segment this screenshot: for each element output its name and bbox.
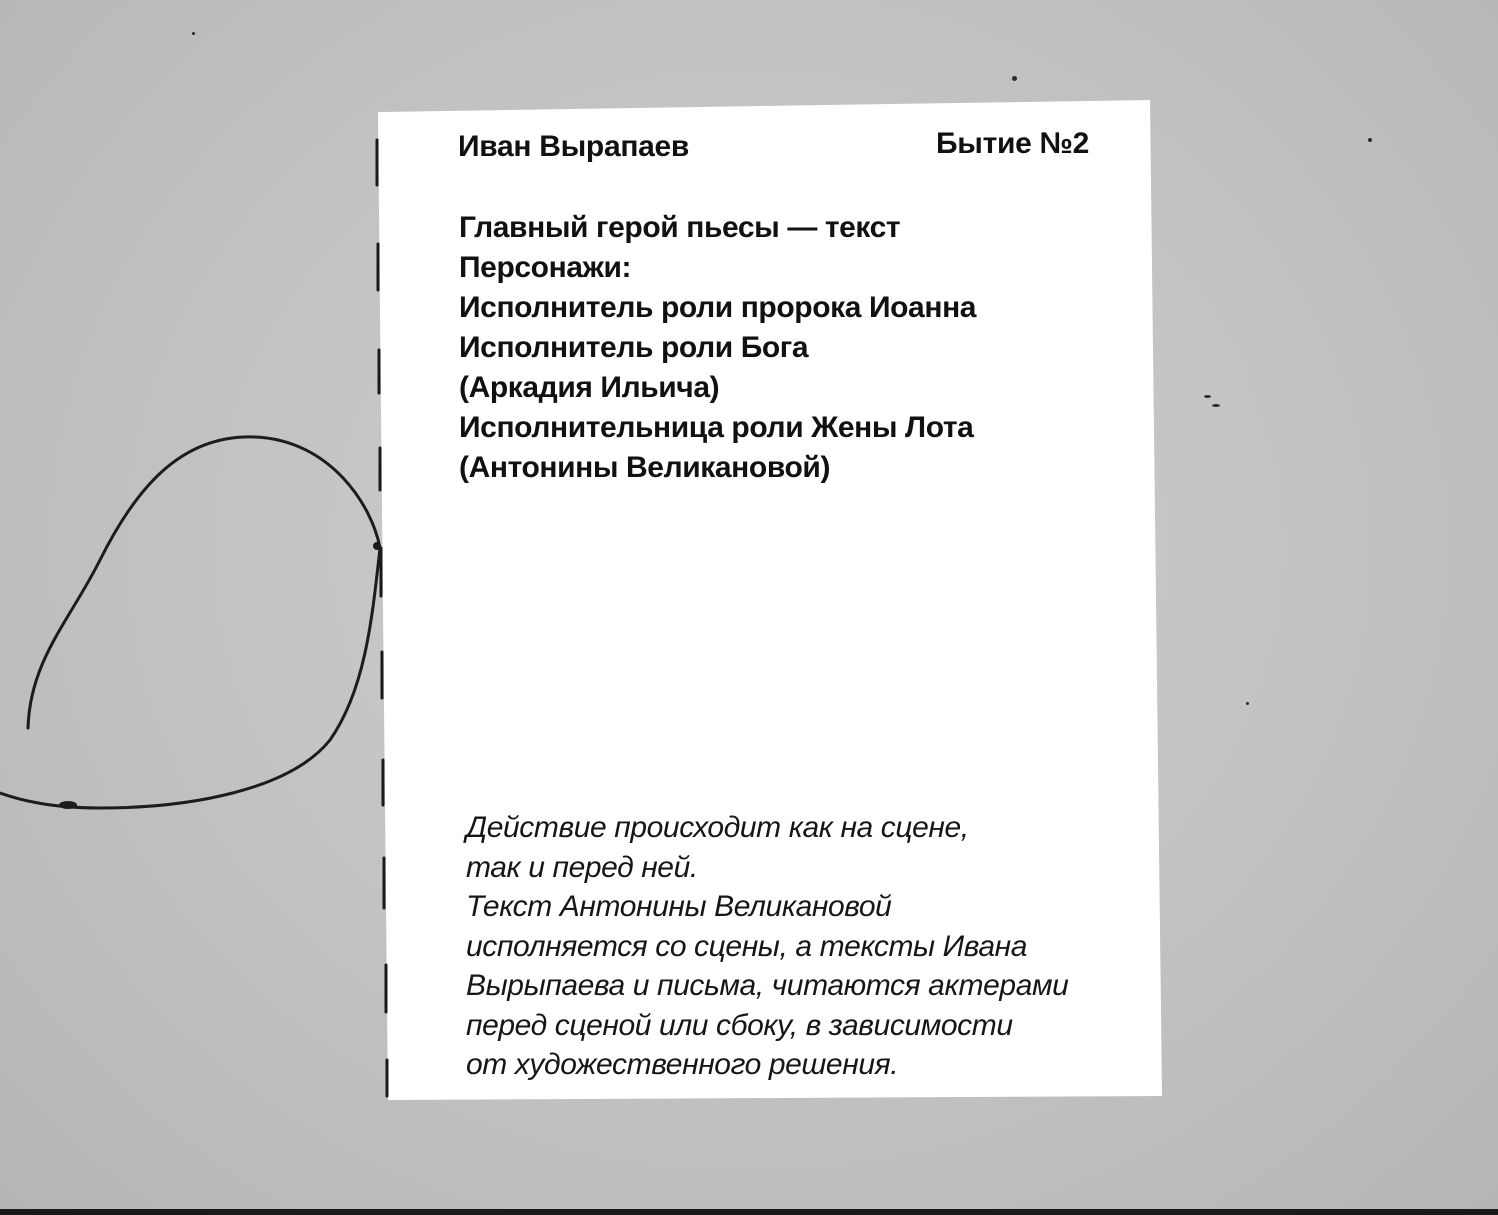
description-line: от художественного решения. — [466, 1048, 899, 1081]
booklet-title: Бытие №2 — [936, 127, 1090, 160]
description-line: Действие происходит как на сцене, — [466, 811, 969, 844]
author-name: Иван Вырапаев — [458, 130, 690, 163]
description-line: исполняется со сцены, а тексты Ивана — [466, 929, 1028, 963]
heading-line: Исполнительница роли Жены Лота — [459, 411, 974, 444]
stage-description — [466, 808, 1126, 1085]
description-line: перед сценой или сбоку, в зависимости — [466, 1008, 1013, 1042]
heading-line: (Аркадия Ильича) — [459, 371, 720, 404]
description-line: Вырыпаева и письма, читаются актерами — [466, 969, 1069, 1002]
scan-bottom-edge — [0, 1209, 1498, 1215]
heading-line: Исполнитель роли Бога — [459, 331, 809, 364]
description-line: так и перед ней. — [466, 850, 698, 884]
characters-block — [459, 208, 1099, 488]
heading-line: Персонажи: — [459, 251, 632, 284]
heading-line: Исполнитель роли пророка Иоанна — [459, 291, 977, 324]
heading-line: (Антонины Великановой) — [459, 451, 831, 484]
description-line: Текст Антонины Великановой — [466, 890, 892, 923]
heading-line: Главный герой пьесы — текст — [459, 211, 901, 244]
